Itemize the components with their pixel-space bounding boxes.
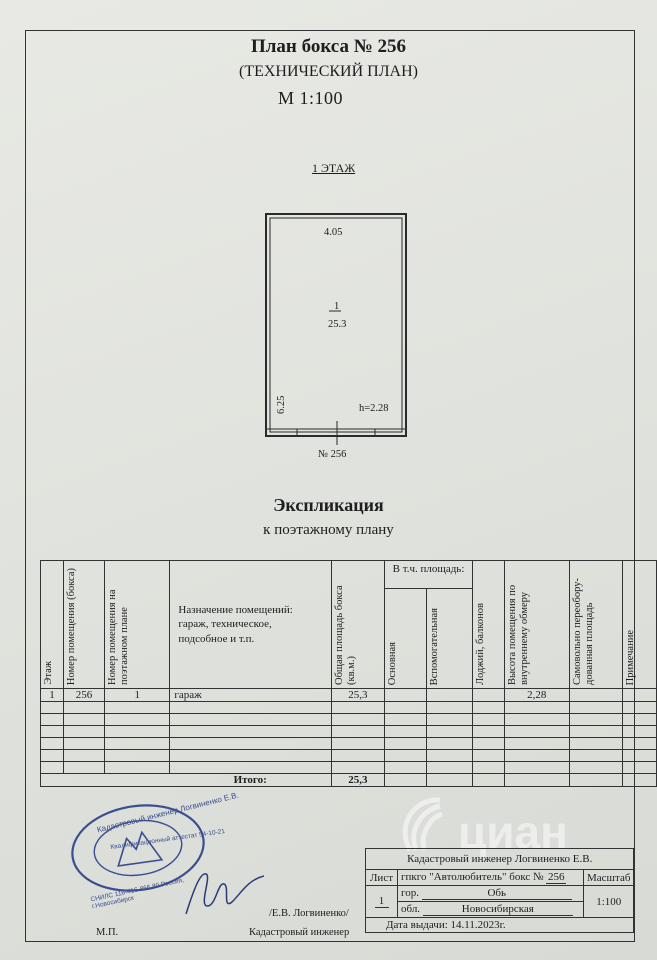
explication-table [40, 560, 657, 787]
plan-scale: М 1:100 [278, 88, 344, 108]
stamp-text-top: Кадастровый инженер Логвиненко Е.В. [96, 790, 240, 835]
plan-title: План бокса № 256 [250, 36, 407, 57]
plan-room-area: 25.3 [328, 319, 347, 330]
header-box-number: Номер помещения (бокса) [63, 561, 104, 689]
header-purpose: Назначение помещений: гараж, техническое, подсобное и т.п. [170, 561, 331, 689]
region-value: Новосибирская [423, 903, 573, 916]
table-row: 1 256 1 гараж 25,3 2,28 [41, 689, 657, 702]
floor-plan-drawing [255, 205, 420, 465]
header-self-reconstructed: Самовольно переобору-дованная площадь [569, 561, 622, 689]
table-row [41, 714, 657, 726]
header-main-area: Основная [385, 589, 427, 689]
signature [178, 862, 268, 922]
issue-date: Дата выдачи: 14.11.2023г. [366, 918, 634, 933]
table-row [41, 726, 657, 738]
org-line: гпкго "Автолюбитель" бокс № 256 [398, 870, 584, 886]
plan-box-label: № 256 [318, 449, 347, 460]
header-aux-area: Вспомогательная [427, 589, 473, 689]
plan-height: h=2.28 [359, 403, 389, 414]
table-row [41, 762, 657, 774]
city-line: гор. Обь [398, 886, 584, 902]
header-note: Примечание [623, 561, 657, 689]
watermark-text: циан [458, 806, 568, 858]
header-height: Высота помещения по внутреннему обмеру [504, 561, 569, 689]
header-loggia: Лоджий, балконов [472, 561, 504, 689]
explication-title: Экспликация [273, 495, 384, 515]
stamp-text-inner: Квалификационный аттестат 54-10-21 [110, 828, 226, 851]
header-total-area: Общая площадь бокса (кв.м.) [331, 561, 384, 689]
plan-length-dimension: 6.25 [276, 395, 287, 414]
table-row [41, 738, 657, 750]
engineer-caption: Кадастровый инженер [249, 927, 350, 938]
stamp-text-bottom: СНИЛС 116-416-866 80 Россия, г.Новосибирск [89, 876, 185, 911]
table-row [41, 702, 657, 714]
plan-subtitle: (ТЕХНИЧЕСКИЙ ПЛАН) [238, 63, 418, 80]
org-box-number: 256 [548, 871, 565, 883]
region-line: обл. Новосибирская [398, 902, 584, 918]
explication-subtitle: к поэтажному плану [263, 522, 394, 538]
header-floor: Этаж [41, 561, 64, 689]
plan-width-dimension: 4.05 [324, 227, 343, 238]
table-total-row: Итого: 25,3 [41, 774, 657, 787]
mp-label: М.П. [96, 927, 119, 938]
sheet-number: 1 [375, 895, 389, 908]
engineer-header: Кадастровый инженер Логвиненко Е.В. [366, 849, 634, 870]
header-room-number: Номер помещения на поэтажном плане [105, 561, 170, 689]
plan-room-number: 1 [334, 301, 340, 312]
city-value: Обь [422, 887, 572, 900]
header-incl-area: В т.ч. площадь: [385, 561, 473, 589]
signature-name: /Е.В. Логвиненко/ [269, 908, 349, 919]
floor-label: 1 ЭТАЖ [312, 161, 356, 175]
scale-label: Масштаб [584, 870, 634, 886]
sheet-number-cell [366, 886, 398, 918]
scale-value: 1:100 [584, 886, 634, 918]
sheet-label: Лист [366, 870, 398, 886]
table-row [41, 750, 657, 762]
title-block [365, 848, 634, 933]
